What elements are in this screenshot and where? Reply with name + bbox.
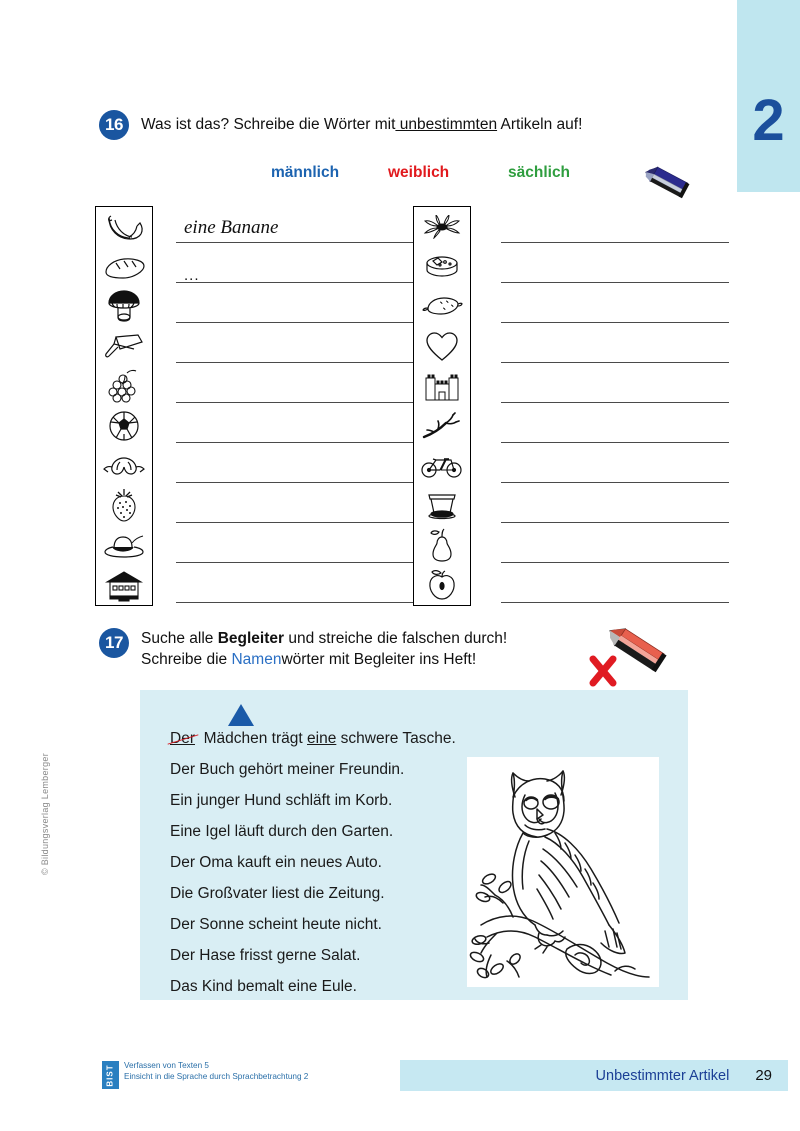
mushroom-icon [98,287,150,327]
writing-line[interactable] [501,246,729,286]
icon-column-right [413,206,471,606]
icon-column-left [95,206,153,606]
writing-line[interactable] [501,286,729,326]
t17-l2-pre: Schreibe die [141,651,232,668]
task-16-instruction [141,110,582,140]
writing-line[interactable] [176,246,414,286]
branch-icon [416,406,468,446]
gender-label-feminine: weiblich [388,164,450,181]
writing-line[interactable] [501,326,729,366]
castle-icon [416,366,468,406]
bread-icon [98,247,150,287]
cheese-icon [416,247,468,287]
writing-line[interactable] [176,526,414,566]
hat-icon [98,525,150,565]
writing-line[interactable] [501,486,729,526]
flowerpot-icon [416,486,468,526]
writing-line[interactable] [501,366,729,406]
pear-icon [416,525,468,565]
writing-line[interactable] [176,406,414,446]
heart-icon [416,326,468,366]
sentence-mid: Mädchen trägt [203,730,308,747]
writing-line[interactable] [501,446,729,486]
croissant-icon [98,446,150,486]
writing-line[interactable] [176,366,414,406]
writing-line[interactable] [501,206,729,246]
bicycle-icon [416,446,468,486]
sentence-row[interactable]: Ein junger Hund schläft im Korb. [170,792,393,809]
grapes-icon [98,366,150,406]
sentence-tail: schwere Tasche. [336,730,456,747]
soccer-ball-icon [98,406,150,446]
sentence-row[interactable] [170,730,456,748]
sentence-row[interactable]: Der Buch gehört meiner Freundin. [170,761,405,778]
task-16-instruction-underlined: unbestimmten [395,116,498,133]
strawberry-icon [98,486,150,526]
apple-icon [416,565,468,605]
t17-l1-post: und streiche die falschen durch! [284,630,508,647]
writing-lines-left [176,206,414,606]
underlined-article: eine [307,730,337,747]
task-17-header [99,628,507,670]
flower-icon [416,207,468,247]
sentence-row[interactable]: Der Sonne scheint heute nicht. [170,916,382,933]
popsicle-icon [98,326,150,366]
task-17-line-1 [141,628,507,649]
task-17-line-2 [141,649,507,670]
task-16-instruction-post: Artikeln auf! [497,116,583,133]
footer-subject-info [124,1061,308,1082]
sentence-row[interactable]: Der Oma kauft ein neues Auto. [170,854,382,871]
writing-line[interactable] [176,446,414,486]
task-16-instruction-pre: Was ist das? Schreibe die Wörter mit [141,116,396,133]
page-number: 29 [755,1067,772,1084]
writing-lines-right [501,206,729,606]
task-17-instruction [141,628,507,670]
writing-line[interactable] [176,326,414,366]
bist-logo-text: BIST [106,1063,116,1087]
blue-triangle-marker [228,704,254,726]
footer-line-2: Einsicht in die Sprache durch Sprachbetrachtung 2 [124,1071,309,1081]
pencil-red-icon [587,615,679,693]
t17-l1-pre: Suche alle [141,630,218,647]
banana-icon [98,207,150,247]
writing-line[interactable] [176,486,414,526]
footer-line-1: Verfassen von Texten 5 [124,1061,209,1070]
t17-l1-bold: Begleiter [217,630,285,647]
task-16-badge: 16 [99,110,129,140]
sentence-row[interactable]: Die Großvater liest die Zeitung. [170,885,385,902]
writing-line[interactable] [176,566,414,606]
house-icon [98,565,150,605]
writing-line[interactable] [176,206,414,246]
gender-label-masculine: männlich [271,164,340,181]
chapter-number: 2 [752,88,785,153]
copyright-text: © Bildungsverlag Lemberger [40,753,50,875]
owl-on-branch-illustration [467,757,659,987]
writing-line[interactable] [176,286,414,326]
answer-text: ... [184,267,200,284]
pencil-blue-icon [637,160,699,208]
writing-line[interactable] [501,566,729,606]
chapter-tab [737,0,800,192]
sentence-row[interactable]: Der Hase frisst gerne Salat. [170,947,361,964]
bist-logo [102,1061,119,1089]
task-17-badge: 17 [99,628,129,658]
t17-l2-blue: Namen [231,651,282,668]
gender-label-neuter: sächlich [508,164,571,181]
writing-line[interactable] [501,406,729,446]
t17-l2-post: wörter mit Begleiter ins Heft! [281,651,477,668]
footer-banner [400,1060,788,1091]
writing-line[interactable] [501,526,729,566]
footer-title: Unbestimmter Artikel [595,1067,730,1084]
sentence-row[interactable]: Das Kind bemalt eine Eule. [170,978,357,995]
struck-article: Der [170,730,195,747]
lemon-icon [416,287,468,327]
task-16-header [99,110,582,140]
sentence-row[interactable]: Eine Igel läuft durch den Garten. [170,823,394,840]
answer-text: eine Banane [184,217,279,238]
